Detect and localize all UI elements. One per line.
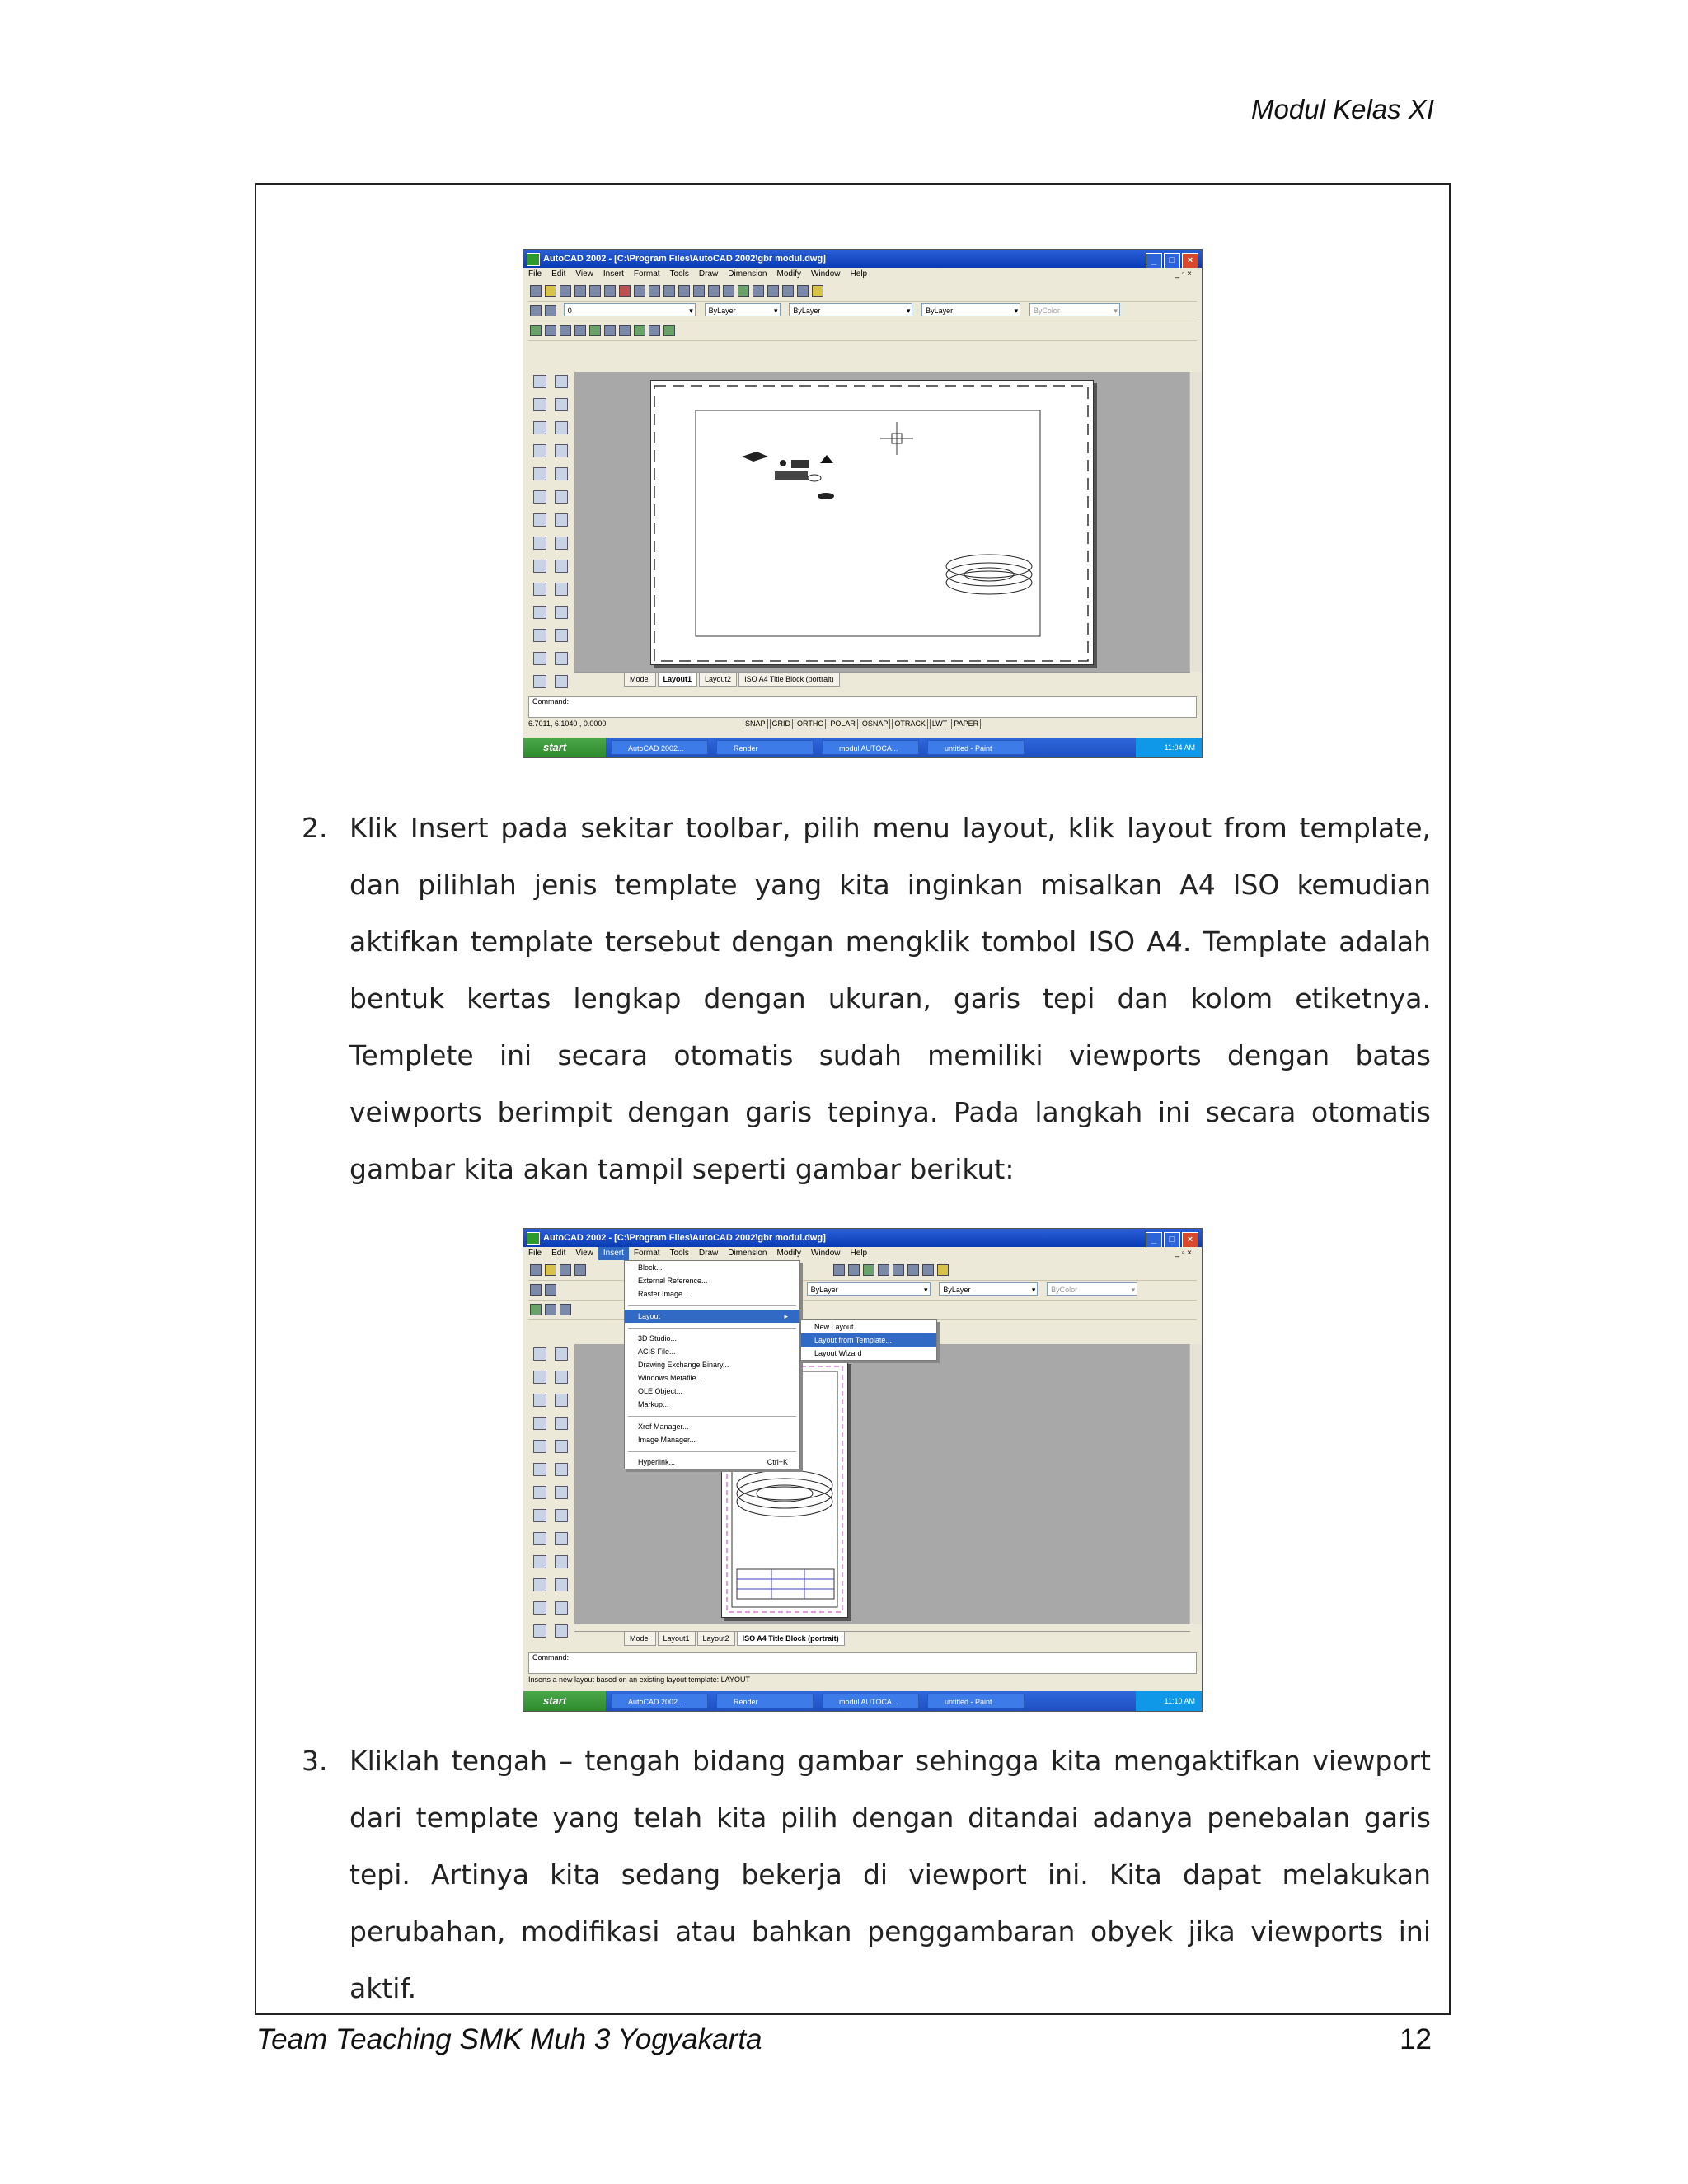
lwt-toggle[interactable]: LWT: [930, 719, 950, 729]
copy-icon[interactable]: [634, 285, 645, 297]
copy-object-icon[interactable]: [555, 1371, 568, 1384]
menu-item-3d-studio[interactable]: 3D Studio...: [638, 1334, 678, 1343]
taskbar-clock: 11:10 AM: [1136, 1691, 1202, 1711]
break-icon[interactable]: [555, 1601, 568, 1615]
move-icon[interactable]: [555, 1463, 568, 1476]
chamfer-icon[interactable]: [555, 1624, 568, 1638]
tab-layout1[interactable]: Layout1: [658, 673, 698, 687]
otrack-toggle[interactable]: OTRACK: [892, 719, 928, 729]
footer-team: Team Teaching SMK Muh 3 Yogyakarta: [256, 2023, 762, 2055]
menu-separator: [628, 1301, 796, 1306]
preview-icon[interactable]: [589, 285, 601, 297]
menu-tools[interactable]: Tools: [669, 1249, 689, 1258]
zoom-previous-icon[interactable]: [797, 285, 809, 297]
menu-format[interactable]: Format: [633, 1249, 660, 1258]
menu-item-layout-label: Layout: [638, 1312, 661, 1320]
menu-item-layout-wizard[interactable]: Layout Wizard: [814, 1349, 862, 1357]
zoom-icon[interactable]: [893, 1264, 904, 1276]
undo-icon[interactable]: [678, 285, 690, 297]
insert-block-icon[interactable]: [533, 583, 546, 596]
polygon-icon[interactable]: [533, 444, 546, 457]
mirror-icon[interactable]: [555, 421, 568, 434]
menu-view[interactable]: View: [575, 269, 593, 279]
start-button[interactable]: start: [523, 1691, 606, 1711]
standard-toolbar: [528, 281, 1197, 302]
hatch-icon[interactable]: [533, 1601, 546, 1615]
point-icon[interactable]: [533, 606, 546, 619]
stretch-icon[interactable]: [555, 1532, 568, 1545]
region-icon[interactable]: [533, 652, 546, 665]
circle-icon[interactable]: [533, 1486, 546, 1499]
arc-icon[interactable]: [533, 490, 546, 504]
menu-edit[interactable]: Edit: [551, 1249, 566, 1258]
render-icon[interactable]: [545, 325, 556, 336]
command-line[interactable]: [528, 696, 1197, 718]
layout-submenu: [800, 1319, 937, 1361]
task-modul[interactable]: modul AUTOCA...: [822, 740, 919, 755]
ellipse-icon[interactable]: [533, 1532, 546, 1545]
find-icon[interactable]: [604, 285, 616, 297]
footer-page-number: 12: [1400, 2023, 1432, 2055]
mdi-controls[interactable]: _ ▫ ×: [1175, 269, 1192, 279]
dbconnect-icon[interactable]: [833, 1264, 845, 1276]
erase-icon[interactable]: [555, 1347, 568, 1361]
snap-toggle[interactable]: SNAP: [743, 719, 768, 729]
pan-icon[interactable]: [878, 1264, 889, 1276]
help-icon[interactable]: [812, 285, 823, 297]
hide-icon[interactable]: [530, 325, 542, 336]
extend-icon[interactable]: [555, 606, 568, 619]
task-paint[interactable]: untitled - Paint: [927, 1694, 1025, 1708]
taskbar-clock: 11:04 AM: [1136, 738, 1202, 757]
zoom-previous-icon[interactable]: [922, 1264, 934, 1276]
menu-item-layout[interactable]: [625, 1310, 799, 1323]
vertical-scrollbar[interactable]: [1189, 372, 1202, 672]
autocad-screenshot-1: [523, 249, 1203, 758]
pline-icon[interactable]: [533, 421, 546, 434]
close-button[interactable]: ×: [1182, 253, 1198, 269]
insert-block-icon[interactable]: [533, 1555, 546, 1568]
hide-icon[interactable]: [530, 1304, 542, 1315]
plotstyle-combo[interactable]: ByColor ▾: [1029, 303, 1120, 316]
coordinates: 6.7011, 6.1040 , 0.0000: [528, 719, 607, 728]
maximize-button[interactable]: □: [1164, 253, 1180, 269]
new-icon[interactable]: [530, 1264, 542, 1276]
fillet-icon[interactable]: [555, 675, 568, 688]
paragraph-step-2: [302, 799, 1431, 1197]
copy-object-icon[interactable]: [555, 398, 568, 411]
fog-icon[interactable]: [649, 325, 660, 336]
status-bar: [528, 1674, 1197, 1685]
ellipse-icon[interactable]: [533, 560, 546, 573]
menu-file[interactable]: File: [528, 269, 542, 279]
autocad-app-icon: [527, 1232, 540, 1245]
menu-insert[interactable]: Insert: [598, 1247, 629, 1260]
xline-icon[interactable]: [533, 1371, 546, 1384]
redo-icon[interactable]: [693, 285, 705, 297]
menu-item-new-layout[interactable]: New Layout: [814, 1323, 854, 1331]
step-text: Klik Insert pada sekitar toolbar, pilih menu layout, klik layout from template, dan pilihlah jenis template yang kita inginkan misalkan A4 ISO kemudian aktifkan template tersebut dengan mengklik tombol ISO A4. Template adalah bentuk kertas lengkap dengan ukuran, garis tepi dan kolom etiketnya. Templete ini secara otomatis sudah memiliki viewports dengan batas veiwports berimpit dengan garis tepinya. Pada langkah ini secara otomatis gambar kita akan tampil seperti gambar berikut:: [349, 812, 1431, 1185]
menu-item-image-manager[interactable]: Image Manager...: [638, 1436, 696, 1444]
zoom-icon[interactable]: [767, 285, 779, 297]
rectangle-icon[interactable]: [533, 467, 546, 480]
rectangle-icon[interactable]: [533, 1440, 546, 1453]
menu-modify[interactable]: Modify: [776, 269, 801, 279]
menu-item-markup[interactable]: Markup...: [638, 1400, 669, 1408]
menu-dimension[interactable]: Dimension: [728, 269, 767, 279]
background-icon[interactable]: [619, 325, 631, 336]
menu-item-windows-metafile[interactable]: Windows Metafile...: [638, 1374, 703, 1382]
offset-icon[interactable]: [555, 444, 568, 457]
mdi-controls[interactable]: _ ▫ ×: [1175, 1249, 1192, 1258]
linetype-combo[interactable]: ByLayer ▾: [789, 303, 912, 316]
lineweight-combo[interactable]: ByLayer ▾: [939, 1282, 1038, 1296]
menu-item-drawing-exchange-binary[interactable]: Drawing Exchange Binary...: [638, 1361, 729, 1369]
print-icon[interactable]: [574, 285, 586, 297]
autocad-screenshot-2: [523, 1228, 1203, 1712]
command-line[interactable]: [528, 1652, 1197, 1674]
hatch-icon[interactable]: [533, 629, 546, 642]
spline-icon[interactable]: [533, 537, 546, 550]
layout-drawing: [651, 381, 1093, 664]
grid-toggle[interactable]: GRID: [770, 719, 794, 729]
maximize-button[interactable]: □: [1164, 1232, 1180, 1248]
tab-layout2[interactable]: Layout2: [699, 673, 737, 687]
landscape-icon[interactable]: [634, 325, 645, 336]
menu-item-hyperlink[interactable]: [625, 1455, 799, 1469]
properties-icon[interactable]: [738, 285, 749, 297]
mapping-icon[interactable]: [604, 325, 616, 336]
menu-window[interactable]: Window: [810, 269, 841, 279]
zoom-window-icon[interactable]: [782, 285, 794, 297]
layer-previous-icon[interactable]: [545, 1284, 556, 1296]
task-modul[interactable]: modul AUTOCA...: [822, 1694, 919, 1708]
lights-icon[interactable]: [574, 325, 586, 336]
layout-tabs: [574, 1631, 1190, 1645]
menu-draw[interactable]: Draw: [698, 269, 719, 279]
command-prompt: Command:: [532, 697, 570, 705]
menu-file[interactable]: File: [528, 1249, 542, 1258]
drawing-area[interactable]: [574, 372, 1190, 672]
step-text: Kliklah tengah – tengah bidang gambar sehingga kita mengaktifkan viewport dari template yang telah kita pilih dengan ditandai adanya penebalan garis tepi. Artinya kita sedang bekerja di viewport ini. Kita dapat melakukan perubahan, modifikasi atau bahkan penggambaran obyek jika viewports ini aktif.: [349, 1745, 1431, 2004]
erase-icon[interactable]: [555, 375, 568, 388]
close-button[interactable]: ×: [1182, 1232, 1198, 1248]
task-render[interactable]: Render: [716, 1694, 814, 1708]
layers-icon[interactable]: [530, 1284, 542, 1296]
osnap-toggle[interactable]: OSNAP: [860, 719, 891, 729]
extend-icon[interactable]: [555, 1578, 568, 1591]
menu-draw[interactable]: Draw: [698, 1249, 719, 1258]
render-toolbar: [528, 321, 1197, 341]
plotstyle-combo[interactable]: ByColor ▾: [1047, 1282, 1137, 1296]
materials-icon[interactable]: [589, 325, 601, 336]
tab-iso-a4[interactable]: ISO A4 Title Block (portrait): [737, 1632, 845, 1646]
rotate-icon[interactable]: [555, 1486, 568, 1499]
minimize-button[interactable]: _: [1146, 1232, 1162, 1248]
menu-view[interactable]: View: [575, 1249, 593, 1258]
spline-icon[interactable]: [533, 1509, 546, 1522]
cut-icon[interactable]: [619, 285, 631, 297]
scenes-icon[interactable]: [560, 1304, 571, 1315]
menu-separator: [628, 1411, 796, 1417]
menu-tools[interactable]: Tools: [669, 269, 689, 279]
xline-icon[interactable]: [533, 398, 546, 411]
render-icon[interactable]: [545, 1304, 556, 1315]
pline-icon[interactable]: [533, 1394, 546, 1407]
menu-separator: [628, 1446, 796, 1452]
mtext-icon[interactable]: [533, 675, 546, 688]
menu-bar: [523, 268, 1202, 281]
autocad-app-icon: [527, 253, 540, 266]
save-icon[interactable]: [560, 285, 571, 297]
line-icon[interactable]: [533, 1347, 546, 1361]
layout-paper: [650, 380, 1094, 665]
color-combo[interactable]: ByLayer ▾: [705, 303, 781, 316]
rotate-icon[interactable]: [555, 513, 568, 527]
menu-help[interactable]: Help: [850, 1249, 868, 1258]
submenu-arrow-icon: ▸: [784, 1312, 788, 1320]
status-bar: [528, 718, 1197, 729]
minimize-button[interactable]: _: [1146, 253, 1162, 269]
matchprop-icon[interactable]: [663, 285, 675, 297]
layout-tabs: [574, 672, 1190, 686]
lineweight-combo[interactable]: ByLayer ▾: [921, 303, 1020, 316]
step-number: 3.: [302, 1745, 328, 1777]
statistics-icon[interactable]: [663, 325, 675, 336]
window-title: AutoCAD 2002 - [C:\Program Files\AutoCAD 2002\gbr modul.dwg]: [543, 254, 826, 264]
paper-toggle[interactable]: PAPER: [951, 719, 981, 729]
new-icon[interactable]: [530, 285, 542, 297]
chamfer-icon[interactable]: [555, 652, 568, 665]
menu-item-acis-file[interactable]: ACIS File...: [638, 1347, 676, 1356]
mirror-icon[interactable]: [555, 1394, 568, 1407]
help-icon[interactable]: [937, 1264, 949, 1276]
properties-icon[interactable]: [863, 1264, 874, 1276]
menu-item-ole-object[interactable]: OLE Object...: [638, 1387, 683, 1395]
menu-dimension[interactable]: Dimension: [728, 1249, 767, 1258]
step-number: 2.: [302, 812, 328, 844]
task-autocad[interactable]: AutoCAD 2002...: [611, 740, 708, 755]
menu-item-block[interactable]: Block...: [638, 1263, 663, 1272]
menu-edit[interactable]: Edit: [551, 269, 566, 279]
zoom-window-icon[interactable]: [907, 1264, 919, 1276]
layers-icon[interactable]: [530, 305, 542, 316]
polar-toggle[interactable]: POLAR: [828, 719, 858, 729]
tab-layout2[interactable]: Layout2: [697, 1632, 735, 1646]
break-icon[interactable]: [555, 629, 568, 642]
pan-icon[interactable]: [753, 285, 764, 297]
command-prompt: Command:: [532, 1653, 570, 1661]
hyperlink-shortcut: Ctrl+K: [767, 1458, 788, 1466]
window-title: AutoCAD 2002 - [C:\Program Files\AutoCAD 2002\gbr modul.dwg]: [543, 1233, 826, 1243]
layers-toolbar: [528, 301, 1197, 321]
arc-icon[interactable]: [533, 1463, 546, 1476]
open-icon[interactable]: [545, 285, 556, 297]
layer-combo[interactable]: 0 ▾: [564, 303, 696, 316]
tab-model[interactable]: Model: [624, 673, 656, 687]
trim-icon[interactable]: [555, 583, 568, 596]
start-button[interactable]: start: [523, 738, 606, 757]
layer-previous-icon[interactable]: [545, 305, 556, 316]
trim-icon[interactable]: [555, 1555, 568, 1568]
task-autocad[interactable]: AutoCAD 2002...: [611, 1694, 708, 1708]
polygon-icon[interactable]: [533, 1417, 546, 1430]
task-render[interactable]: Render: [716, 740, 814, 755]
array-icon[interactable]: [555, 467, 568, 480]
tab-layout1[interactable]: Layout1: [658, 1632, 696, 1646]
scale-icon[interactable]: [555, 537, 568, 550]
circle-icon[interactable]: [533, 513, 546, 527]
tab-iso-a4[interactable]: ISO A4 Title Block (portrait): [738, 673, 840, 687]
insert-menu: [624, 1260, 800, 1469]
paragraph-step-3: [302, 1732, 1431, 2017]
vertical-scrollbar[interactable]: [1189, 1344, 1202, 1624]
print-icon[interactable]: [574, 1264, 586, 1276]
draw-modify-toolbars: [528, 1344, 571, 1649]
menu-item-external-reference[interactable]: External Reference...: [638, 1277, 708, 1285]
menu-separator: [628, 1323, 796, 1329]
region-icon[interactable]: [533, 1624, 546, 1638]
scenes-icon[interactable]: [560, 325, 571, 336]
paste-icon[interactable]: [649, 285, 660, 297]
menu-item-xref-manager[interactable]: Xref Manager...: [638, 1422, 689, 1431]
designcenter-icon[interactable]: [723, 285, 734, 297]
point-icon[interactable]: [533, 1578, 546, 1591]
windows-taskbar: [523, 1691, 1202, 1711]
task-paint[interactable]: untitled - Paint: [927, 740, 1025, 755]
status-help-text: Inserts a new layout based on an existing layout template: LAYOUT: [528, 1675, 750, 1684]
line-icon[interactable]: [533, 375, 546, 388]
tab-model[interactable]: Model: [624, 1632, 656, 1646]
designcenter-icon[interactable]: [848, 1264, 860, 1276]
offset-icon[interactable]: [555, 1417, 568, 1430]
menu-insert[interactable]: Insert: [603, 269, 624, 279]
open-icon[interactable]: [545, 1264, 556, 1276]
menu-format[interactable]: Format: [633, 269, 660, 279]
dbconnect-icon[interactable]: [708, 285, 720, 297]
draw-modify-toolbars: [528, 372, 571, 693]
ortho-toggle[interactable]: ORTHO: [795, 719, 826, 729]
menu-window[interactable]: Window: [810, 1249, 841, 1258]
windows-taskbar: [523, 738, 1202, 757]
move-icon[interactable]: [555, 490, 568, 504]
linetype-combo[interactable]: ByLayer ▾: [807, 1282, 931, 1296]
save-icon[interactable]: [560, 1264, 571, 1276]
window-titlebar: [523, 250, 1202, 268]
page-header: Modul Kelas XI: [1251, 94, 1434, 124]
array-icon[interactable]: [555, 1440, 568, 1453]
menu-item-hyperlink-label: Hyperlink...: [638, 1458, 676, 1466]
menu-item-layout-from-template[interactable]: Layout from Template...: [801, 1333, 936, 1347]
menu-bar: [523, 1247, 1202, 1260]
scale-icon[interactable]: [555, 1509, 568, 1522]
menu-item-raster-image[interactable]: Raster Image...: [638, 1290, 689, 1298]
stretch-icon[interactable]: [555, 560, 568, 573]
window-titlebar: [523, 1229, 1202, 1247]
menu-help[interactable]: Help: [850, 269, 868, 279]
menu-modify[interactable]: Modify: [776, 1249, 801, 1258]
